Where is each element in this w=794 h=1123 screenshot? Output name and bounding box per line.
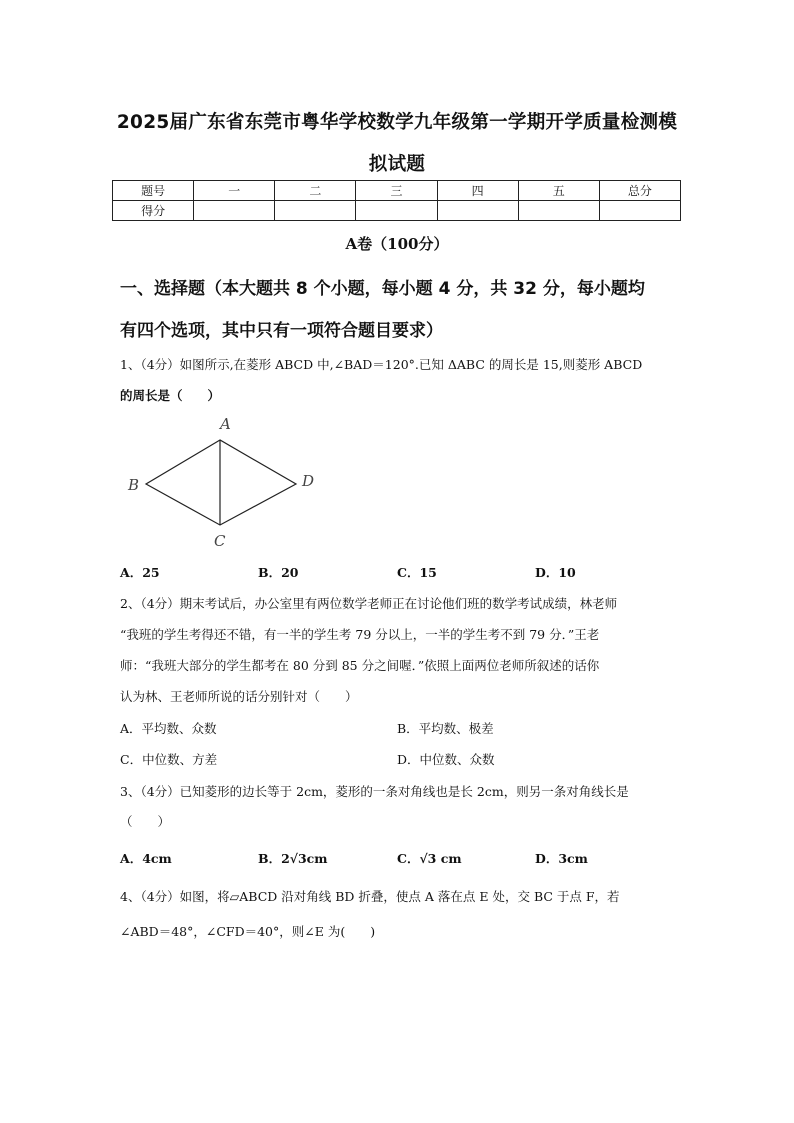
score-cell <box>356 201 437 221</box>
question-2-line1: 2、（4分）期末考试后，办公室里有两位数学老师正在讨论他们班的数学考试成绩，林老师 <box>120 596 618 611</box>
q1-option-b: B．20 <box>258 565 299 580</box>
score-header-cell: 四 <box>437 181 518 201</box>
question-4-line2: ∠ABD＝48°，∠CFD＝40°，则∠E 为( ) <box>120 924 376 939</box>
score-header-cell: 二 <box>275 181 356 201</box>
exam-title-line2: 拟试题 <box>368 154 426 175</box>
q2-option-b: B．平均数、极差 <box>397 721 494 736</box>
q3-option-a: A．4cm <box>120 851 172 866</box>
section-heading-line2: 有四个选项，其中只有一项符合题目要求） <box>120 321 443 341</box>
score-header-cell: 五 <box>518 181 599 201</box>
q1-option-c: C．15 <box>397 565 437 580</box>
vertex-label-c: C <box>214 532 226 550</box>
q1-option-d: D．10 <box>535 565 576 580</box>
question-3-line1: 3、（4分）已知菱形的边长等于 2cm，菱形的一条对角线也是长 2cm，则另一条对角线长是 <box>120 784 629 799</box>
score-cell <box>275 201 356 221</box>
score-table-score-row <box>113 201 681 221</box>
score-header-cell: 一 <box>194 181 275 201</box>
question-2-line2: “我班的学生考得还不错，有一半的学生考 79 分以上，一半的学生考不到 79 分．”王老 <box>120 627 600 642</box>
vertex-label-a: A <box>220 415 231 433</box>
score-row-label: 得分 <box>113 201 194 221</box>
q2-option-a: A．平均数、众数 <box>120 721 217 736</box>
question-1-line1: 1、（4分）如图所示,在菱形 ABCD 中,∠BAD＝120°.已知 ΔABC 的周长是 15,则菱形 ABCD <box>120 357 643 372</box>
vertex-label-b: B <box>128 476 140 494</box>
score-table-header-row <box>113 181 681 201</box>
score-cell <box>194 201 275 221</box>
question-1-line2: 的周长是（ ） <box>120 388 221 403</box>
q3-option-d: D．3cm <box>535 851 588 866</box>
score-cell <box>437 201 518 221</box>
section-heading-line1: 一、选择题（本大题共 8 个小题，每小题 4 分，共 32 分，每小题均 <box>120 279 645 299</box>
q1-option-a: A．25 <box>120 565 160 580</box>
q2-option-d: D．中位数、众数 <box>397 752 495 767</box>
question-2-line3: 师：“我班大部分的学生都考在 80 分到 85 分之间喔．”依照上面两位老师所叙述的话你 <box>120 658 600 673</box>
q2-option-c: C．中位数、方差 <box>120 752 218 767</box>
question-3-line2: （ ） <box>120 814 171 829</box>
question-2-line4: 认为林、王老师所说的话分别针对（ ） <box>120 689 358 704</box>
rhombus-figure <box>120 408 340 558</box>
score-cell <box>599 201 680 221</box>
score-cell <box>518 201 599 221</box>
score-header-cell: 总分 <box>599 181 680 201</box>
volume-label: A卷（100分） <box>345 235 449 253</box>
score-header-cell: 题号 <box>113 181 194 201</box>
q3-option-c: C．√3 cm <box>397 851 462 866</box>
question-4-line1: 4、（4分）如图，将▱ABCD 沿对角线 BD 折叠，使点 A 落在点 E 处，交 BC 于点 F，若 <box>120 889 620 904</box>
score-header-cell: 三 <box>356 181 437 201</box>
exam-title-line1: 2025届广东省东莞市粤华学校数学九年级第一学期开学质量检测模 <box>116 112 678 133</box>
q3-option-b: B．2√3cm <box>258 851 328 866</box>
rhombus-outline <box>146 440 296 525</box>
score-table <box>112 180 681 221</box>
vertex-label-d: D <box>302 472 315 490</box>
